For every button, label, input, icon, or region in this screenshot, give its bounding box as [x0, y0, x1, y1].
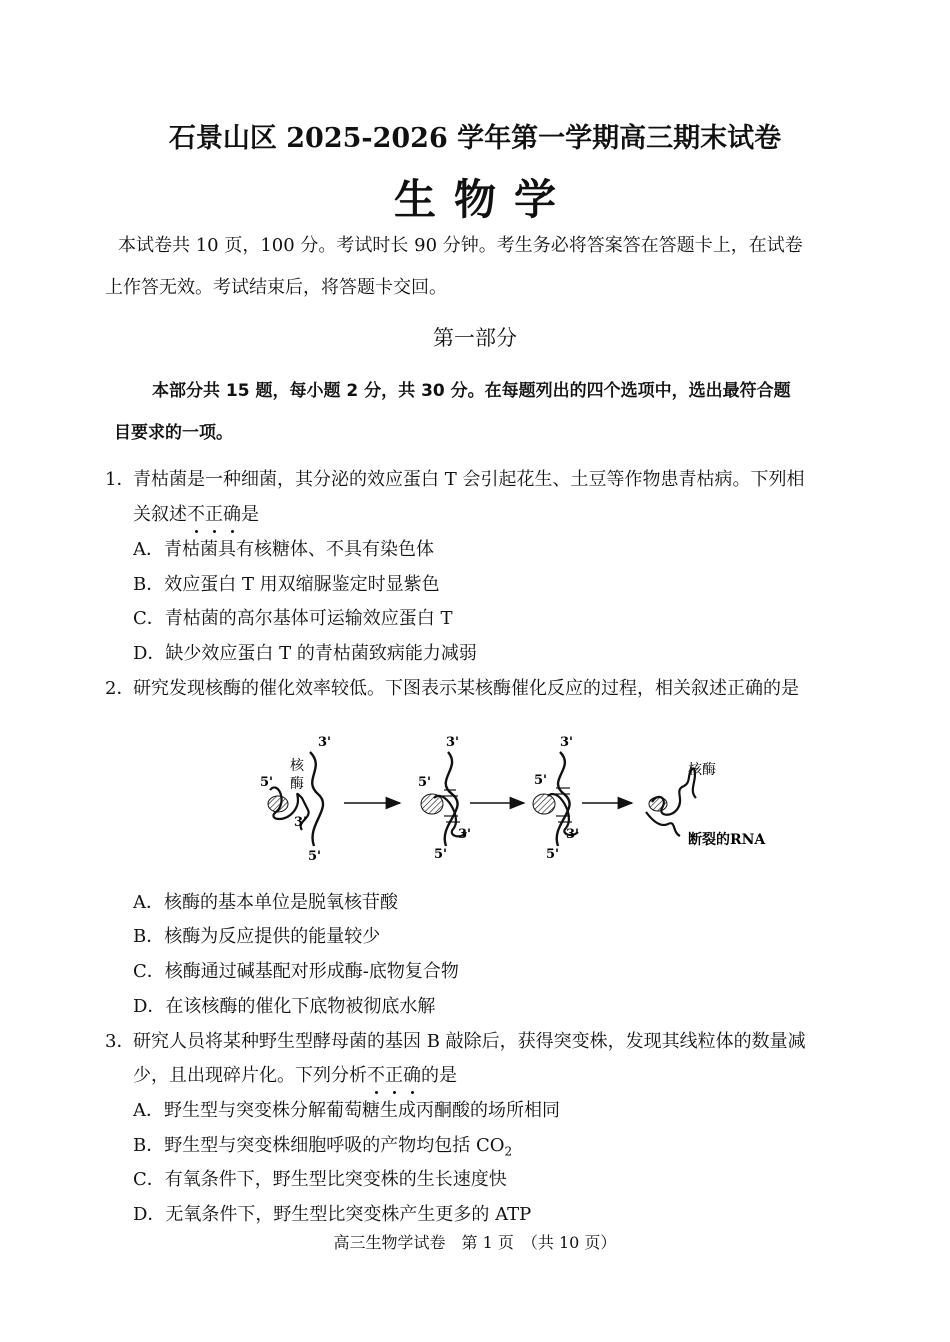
label-3-prime: 3'	[458, 827, 472, 842]
label-ribozyme: 核酶	[688, 762, 716, 778]
exam-title: 石景山区 2025-2026 学年第一学期高三期末试卷	[168, 123, 782, 154]
label-5-prime: 5'	[546, 847, 560, 862]
question-2-option-d: D．在该核酶的催化下底物被彻底水解	[133, 996, 436, 1017]
question-2-number: 2．	[105, 678, 135, 699]
emphasis-char: 确	[403, 1061, 421, 1087]
page-footer: 高三生物学试卷 第 1 页 （共 10 页）	[333, 1233, 617, 1252]
co2-subscript: 2	[504, 1144, 513, 1159]
question-1-option-b: B．效应蛋白 T 用双缩脲鉴定时显紫色	[133, 574, 440, 595]
part-instruction-line-2: 目要求的一项。	[114, 423, 233, 443]
intro-line-1: 本试卷共 10 页，100 分。考试时长 90 分钟。考生务必将答案答在答题卡上，在试卷	[118, 235, 803, 256]
stage-2-enzyme-substrate-complex	[418, 735, 471, 862]
question-3-option-b: B．野生型与突变株细胞呼吸的产物均包括 $CO_2$	[133, 1135, 513, 1159]
label-3-prime: 3'	[294, 815, 308, 830]
question-2-option-a: A．核酶的基本单位是脱氧核苷酸	[133, 892, 398, 913]
question-1-option-a: A．青枯菌具有核糖体、不具有染色体	[133, 539, 434, 560]
stage-4-products	[646, 761, 766, 848]
part-instruction-line-1: 本部分共 15 题，每小题 2 分，共 30 分。在每题列出的四个选项中，选出最符合题	[152, 381, 791, 401]
question-3-stem-line-1: 研究人员将某种野生型酵母菌的基因 B 敲除后，获得突变株，发现其线粒体的数量减	[133, 1031, 806, 1052]
intro-line-2: 上作答无效。考试结束后，将答题卡交回。	[105, 277, 447, 298]
label-broken-rna: 断裂的RNA	[688, 832, 766, 848]
stage-3-cleavage-complex	[533, 735, 579, 862]
label-5-prime: 5'	[418, 775, 432, 790]
label-5-prime: 5'	[434, 847, 448, 862]
label-ribozyme-vertical-top: 核	[290, 758, 304, 774]
label-5-prime: 5'	[534, 773, 548, 788]
ribozyme-reaction-diagram	[248, 728, 788, 868]
question-1-stem-line-1: 青枯菌是一种细菌，其分泌的效应蛋白 T 会引起花生、土豆等作物患青枯病。下列相	[133, 469, 805, 490]
question-2-option-c: C．核酶通过碱基配对形成酶-底物复合物	[133, 961, 459, 982]
part-heading: 第一部分	[433, 326, 517, 350]
label-5-prime: 5'	[308, 849, 322, 864]
label-3-prime: 3'	[566, 827, 580, 842]
emphasis-char: 正	[385, 1061, 403, 1087]
subject-title: 生物学	[393, 175, 574, 224]
label-3-prime: 3'	[446, 735, 460, 750]
emphasis-char: 不	[367, 1061, 385, 1087]
question-1-stem-line-2: 关叙述不正确是	[133, 500, 259, 526]
question-3-stem-line-2: 少，且出现碎片化。下列分析不正确的是	[133, 1061, 457, 1087]
label-5-prime: 5'	[260, 775, 274, 790]
question-2-stem-line-1: 研究发现核酶的催化效率较低。下图表示某核酶催化反应的过程，相关叙述正确的是	[133, 678, 799, 699]
label-3-prime: 3'	[560, 735, 574, 750]
question-1-option-d: D．缺少效应蛋白 T 的青枯菌致病能力减弱	[133, 643, 477, 664]
question-3-option-d: D．无氧条件下，野生型比突变株产生更多的 ATP	[133, 1204, 532, 1225]
question-1-number: 1．	[105, 469, 135, 490]
question-3-option-c: C．有氧条件下，野生型比突变株的生长速度快	[133, 1169, 507, 1190]
question-2-option-b: B．核酶为反应提供的能量较少	[133, 926, 381, 947]
emphasis-char: 正	[205, 500, 223, 526]
question-3-number: 3．	[105, 1031, 135, 1052]
emphasis-char: 确	[223, 500, 241, 526]
question-3-option-a: A．野生型与突变株分解葡萄糖生成丙酮酸的场所相同	[133, 1100, 560, 1121]
question-1-option-c: C．青枯菌的高尔基体可运输效应蛋白 T	[133, 608, 453, 629]
emphasis-char: 不	[187, 500, 205, 526]
label-ribozyme-vertical-bottom: 酶	[290, 776, 304, 792]
label-3-prime: 3'	[318, 735, 332, 750]
stage-1-substrate-and-ribozyme	[260, 735, 331, 864]
